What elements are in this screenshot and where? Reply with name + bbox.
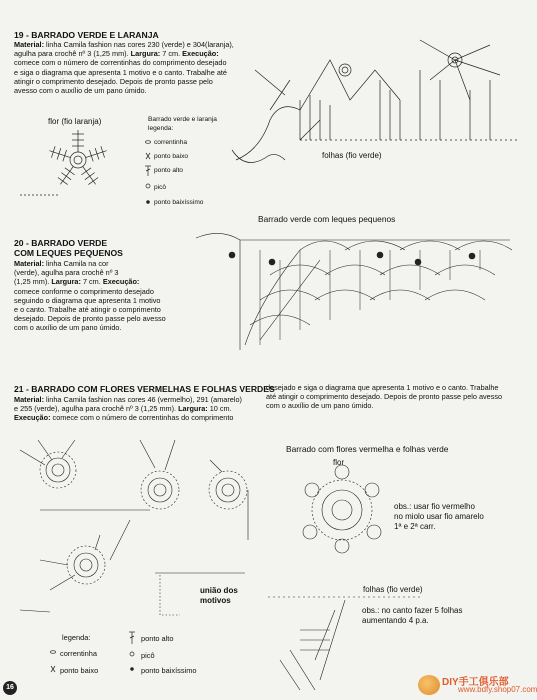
legend-correntinha: correntinha (154, 139, 187, 146)
obs-vermelho-line1: obs.: usar fio vermelho (394, 502, 475, 511)
legend-pico: picô (141, 651, 155, 660)
material-label: Material: (14, 395, 45, 404)
text-line: e 255 (verde), agulha para crochê nº 3 (1,25 mm). (14, 404, 179, 414)
legend-ponto-baixo: ponto baixo (60, 666, 99, 675)
barrado-verde-laranja-diagram (232, 40, 520, 163)
section-20-title: 20 - BARRADO VERDE (14, 238, 108, 248)
section-21-title: 21 - BARRADO COM FLORES VERMELHAS E FOLHAS VERDES (14, 384, 275, 394)
watermark-line1: DIY手工俱乐部 (442, 677, 509, 688)
diagram-title-20: Barrado verde com leques pequenos (258, 214, 396, 224)
barrado-leques-diagram (196, 233, 512, 350)
text-line: linha Camila fashion nas cores 46 (vermelho), 291 (amarelo) (44, 395, 242, 404)
legend-ponto-alto: ponto alto (141, 634, 174, 643)
largura-label: Largura: (178, 404, 208, 414)
text-line: com o auxílio de um pano úmido. (14, 323, 122, 333)
legend-correntinha: correntinha (60, 649, 97, 658)
legend-title-21: legenda: (62, 633, 91, 642)
diagram-title-21: Barrado com flores vermelha e folhas verde (286, 444, 449, 454)
text-line: desejado. Depois de pronto passe pelo avesso (14, 314, 166, 324)
diagram-title-19: Barrado verde e laranja (148, 116, 217, 123)
legend-title-19: legenda: (148, 125, 174, 132)
text-line: comece com o número de correntinhas do comprimento (50, 413, 234, 423)
material-text: linha Camila fashion nas cores 230 (verde) e 304(laranja), (44, 40, 234, 49)
folhas-verde-label-21: folhas (fio verde) (363, 585, 423, 594)
flor-label: flor (333, 458, 345, 467)
legend-pico: picô (154, 184, 167, 191)
legend-ponto-baixo: ponto baixo (154, 153, 189, 160)
text-line: comece com o número de correntinhas do comprimento desejado (14, 58, 227, 68)
largura-label: Largura: (130, 49, 161, 59)
watermark (418, 673, 537, 697)
text-line: atingir o comprimento desejado. Depois de pronto passe pelo (14, 76, 213, 86)
text-line: (1,25 mm). (14, 277, 52, 287)
text-line: seguindo o diagrama que apresenta 1 motivo (14, 295, 161, 305)
execucao-label: Execução: (14, 413, 51, 423)
obs-canto-line1: obs.: no canto fazer 5 folhas (362, 606, 463, 615)
uniao-line1: união dos (200, 586, 238, 595)
section-19-title: 19 - BARRADO VERDE E LARANJA (14, 30, 159, 40)
text-line: linha Camila na cor (44, 259, 109, 268)
obs-vermelho-line3: 1ª e 2ª carr. (394, 522, 436, 531)
text-line: avesso com o auxílio de um pano úmido. (14, 86, 147, 96)
obs-vermelho-line2: no miolo usar fio amarelo (394, 512, 484, 521)
legend-symbols-19 (145, 141, 151, 204)
largura-value: 7 cm. (160, 49, 183, 59)
barrado-flores-folhas-diagram (20, 440, 420, 690)
text-line: (verde), agulha para crochê nº 3 (14, 268, 119, 278)
text-line: e o canto. Trabalhe até atingir o comprimento (14, 305, 161, 315)
execucao-label: Execução: (102, 277, 140, 287)
text-line: agulha para crochê nº 3 (1,25 mm). (14, 49, 131, 59)
text-line: comece conforme o comprimento desejado (14, 286, 154, 296)
obs-canto-line2: aumentando 4 p.a. (362, 616, 429, 625)
largura-value: 10 cm. (207, 404, 232, 414)
text-line: desejado e siga o diagrama que apresenta 1 motivo e o canto. Trabalhe (266, 383, 499, 392)
text-line: até atingir o comprimento desejado. Depois de pronto passe pelo avesso (266, 392, 503, 402)
legend-ponto-baixissimo: ponto baixíssimo (141, 666, 197, 675)
legend-ponto-baixissimo: ponto baixíssimo (154, 199, 204, 206)
largura-label: Largura: (51, 277, 81, 287)
text-line: com o auxílio de um pano úmido. (266, 401, 374, 411)
legend-ponto-alto: ponto alto (154, 167, 183, 174)
material-label: Material: (14, 259, 45, 268)
uniao-line2: motivos (200, 596, 231, 605)
material-label: Material: (14, 40, 45, 49)
folhas-verde-label: folhas (fio verde) (322, 151, 382, 160)
flor-laranja-label: flor (fio laranja) (48, 117, 102, 126)
watermark-line2: www.bdfy.shop07.com (458, 685, 537, 694)
section-20-subtitle: COM LEQUES PEQUENOS (14, 248, 123, 258)
text-line: e siga o diagrama que apresenta 1 motivo e o canto. Trabalhe até (14, 67, 227, 77)
execucao-label: Execução: (182, 49, 219, 59)
page-number: 16 (3, 681, 17, 695)
legend-symbols-21 (51, 632, 136, 672)
flor-laranja-diagram (20, 130, 108, 195)
watermark-logo-icon (418, 675, 440, 695)
largura-value: 7 cm. (80, 277, 103, 287)
